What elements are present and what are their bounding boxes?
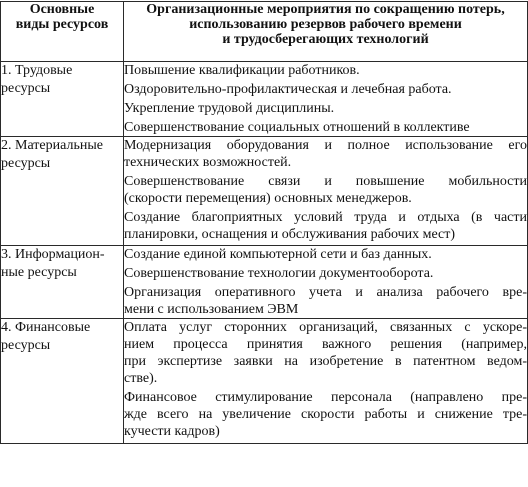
- header-resource-types: [1, 2, 124, 62]
- header-col1-line: виды ресурсов: [15, 17, 109, 32]
- resources-table: [0, 1, 528, 444]
- measures-cell: [124, 62, 528, 137]
- category-line: 1. Трудовые: [1, 63, 73, 78]
- measure-line: жде всего на увеличение скорости работы и снижение тре-: [124, 407, 527, 422]
- measures-cell: [124, 137, 528, 246]
- measure-line: мени с использованием ЭВМ: [124, 302, 299, 317]
- table-row-financial: [1, 319, 528, 444]
- header-col2-line: Организационные мероприятия по сокращению потерь,: [146, 2, 505, 17]
- measure-line: Оздоровительно-профилактическая и лечебная работа.: [124, 82, 452, 97]
- category-cell: [1, 246, 124, 319]
- category-line: 2. Материальные: [1, 138, 103, 153]
- header-measures: [124, 2, 528, 62]
- measure-item: [124, 173, 527, 207]
- category-cell: [1, 62, 124, 137]
- measure-line: Модернизация оборудования и полное использование его: [124, 138, 527, 153]
- measures-cell: [124, 246, 528, 319]
- measure-line: при экспертизе заявки на изобретение в патентном ведом-: [124, 354, 527, 369]
- measure-item: [124, 265, 527, 282]
- measure-line: (скорости перемещения) основных менеджеров.: [124, 191, 412, 206]
- category-cell: [1, 319, 124, 444]
- measure-line: Создание единой компьютерной сети и баз данных.: [124, 247, 432, 262]
- measure-line: Повышение квалификации работников.: [124, 63, 360, 78]
- table-row-labor: [1, 62, 528, 137]
- measure-item: [124, 319, 527, 387]
- measure-line: Создание благоприятных условий труда и отдыха (в части: [124, 210, 527, 225]
- measure-line: Финансовое стимулирование персонала (направлено пре-: [124, 390, 527, 405]
- measure-line: Совершенствование технологии документооборота.: [124, 266, 434, 281]
- category-line: ресурсы: [1, 156, 51, 171]
- measure-item: [124, 209, 527, 243]
- measure-line: Организация оперативного учета и анализа рабочего вре-: [124, 285, 527, 300]
- measure-item: [124, 81, 527, 98]
- header-col2-line: и трудосберегающих технологий: [222, 32, 429, 47]
- measure-line: Укрепление трудовой дисциплины.: [124, 101, 335, 116]
- measure-line: Оплата услуг сторонних организаций, связанных с ускоре-: [124, 320, 527, 335]
- category-line: ресурсы: [1, 338, 51, 353]
- header-col2-line: использованию резервов рабочего времени: [189, 17, 462, 32]
- measure-item: [124, 137, 527, 171]
- measure-line: технических возможностей.: [124, 155, 292, 170]
- measure-line: Совершенствование социальных отношений в коллективе: [124, 120, 470, 135]
- header-row: [1, 2, 528, 62]
- measure-line: нием процесса принятия важного решения (например,: [124, 337, 527, 352]
- measure-line: планировки, оснащения и обслуживания рабочих мест): [124, 227, 456, 242]
- measure-line: стве).: [124, 371, 158, 386]
- measure-item: [124, 62, 527, 79]
- table-row-material: [1, 137, 528, 246]
- measure-line: Совершенствование связи и повышение мобильности: [124, 174, 527, 189]
- measure-item: [124, 100, 527, 117]
- measure-line: кучести кадров): [124, 424, 220, 439]
- measure-item: [124, 119, 527, 136]
- category-line: 4. Финансовые: [1, 320, 91, 335]
- category-line: 3. Информацион-: [1, 247, 105, 262]
- measure-item: [124, 284, 527, 318]
- category-line: ные ресурсы: [1, 265, 77, 280]
- header-col1-line: Основные: [29, 2, 95, 17]
- table-row-information: [1, 246, 528, 319]
- category-cell: [1, 137, 124, 246]
- measures-cell: [124, 319, 528, 444]
- category-line: ресурсы: [1, 81, 51, 96]
- measure-item: [124, 246, 527, 263]
- measure-item: [124, 389, 527, 440]
